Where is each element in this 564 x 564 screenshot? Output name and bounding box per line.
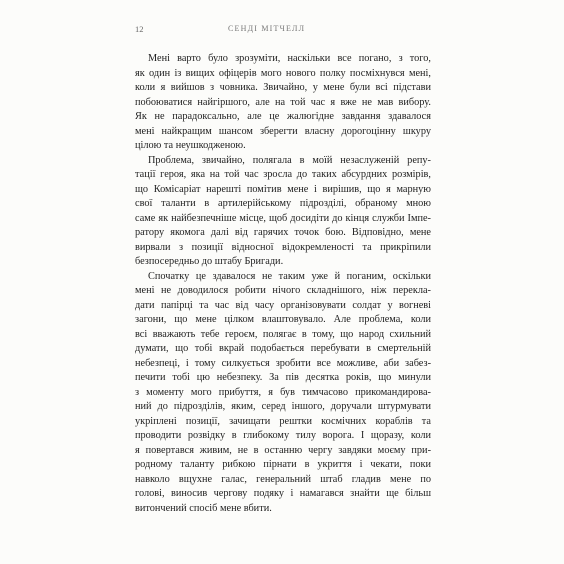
- text-line: ний до підрозділів, яким, серед іншого, доручали штурмувати: [135, 401, 431, 412]
- text-line: вирвали з позиції відносної відокремленості та прикріпили: [135, 241, 431, 253]
- text-line: Мені варто було зрозуміти, наскільки все погано, з того,: [148, 53, 431, 64]
- page-number: 12: [135, 24, 144, 34]
- text-line: печити тобі цю небезпеку. За пів десятка років, що минули: [135, 372, 431, 383]
- text-line: коли я вийшов з човника. Звичайно, у мене були всі підстави: [135, 82, 431, 93]
- text-line: всі вважають тебе героєм, полягає в тому, що народ схильний: [135, 328, 431, 340]
- text-block: [135, 52, 431, 516]
- text-line: мені не доводилося робити нічого складнішого, ніж перекла-: [135, 285, 431, 296]
- text-line: навколо вщухне галас, генеральний штаб гладив мене по: [135, 473, 431, 485]
- text-line: дати папірці та час від часу організовувати солдат у вогневі: [135, 299, 431, 311]
- text-line: я повертався живим, не в останню чергу завдяки моєму при-: [135, 444, 431, 456]
- paragraph-1: [135, 52, 431, 154]
- text-line: цілою та неушкодженою.: [135, 140, 246, 151]
- text-line: тації героя, яка на той час зросла до таких абсурдних розмірів,: [135, 169, 431, 180]
- paragraph-3: [135, 270, 431, 517]
- text-line: Як не парадоксально, але це жалюгідне завдання здавалося: [135, 111, 431, 122]
- text-line: саме як найбезпечніше місце, щоб досидіти до кінця служби Імпе-: [135, 212, 431, 224]
- text-line: родному таланту рибкою пірнати в укриття і чекати, поки: [135, 459, 431, 470]
- text-line: ратору якомога далі від гарячих точок бою. Відповідно, мене: [135, 227, 431, 238]
- text-line: думати, що тобі вкрай подобається перебувати в смертельній: [135, 343, 431, 354]
- text-line: небезпеці, і тому силкується зробити все можливе, аби забез-: [135, 357, 431, 369]
- text-line: мені найкращим шансом зберегти власну дорогоцінну шкуру: [135, 125, 431, 137]
- text-line: укріплені позиції, зачищати рештки космічних кораблів та: [135, 415, 431, 427]
- text-line: як один із вищих офіцерів мого нового полку посміхнувся мені,: [135, 67, 431, 79]
- text-line: побоюватися найгіршого, але на той час я вже не мав вибору.: [135, 96, 431, 108]
- text-line: витончений спосіб мене вбити.: [135, 502, 272, 514]
- text-line: безпосередньо до штабу Бригади.: [135, 256, 284, 267]
- text-line: Спочатку це здавалося не таким уже й поганим, оскільки: [148, 270, 431, 282]
- text-line: що Комісаріат нарешті помітив мене і вирішив, що я марную: [135, 183, 431, 195]
- text-line: проводити розвідку в глибокому тилу ворога. І щоразу, коли: [135, 430, 431, 441]
- text-line: свої таланти в артилерійському підрозділі, обраному мною: [135, 198, 431, 209]
- text-line: з моменту мого прибуття, я був тимчасово прикомандирова-: [135, 386, 431, 398]
- running-head: СЕНДІ МІТЧЕЛЛ: [228, 24, 306, 33]
- text-line: голові, виносив чергову подяку і намагався знайти ще більш: [135, 488, 431, 499]
- text-line: Проблема, звичайно, полягала в моїй незаслуженій репу-: [148, 154, 431, 166]
- text-line: загони, що мене цілком влаштовувало. Але проблема, коли: [135, 314, 431, 325]
- paragraph-2: [135, 154, 431, 270]
